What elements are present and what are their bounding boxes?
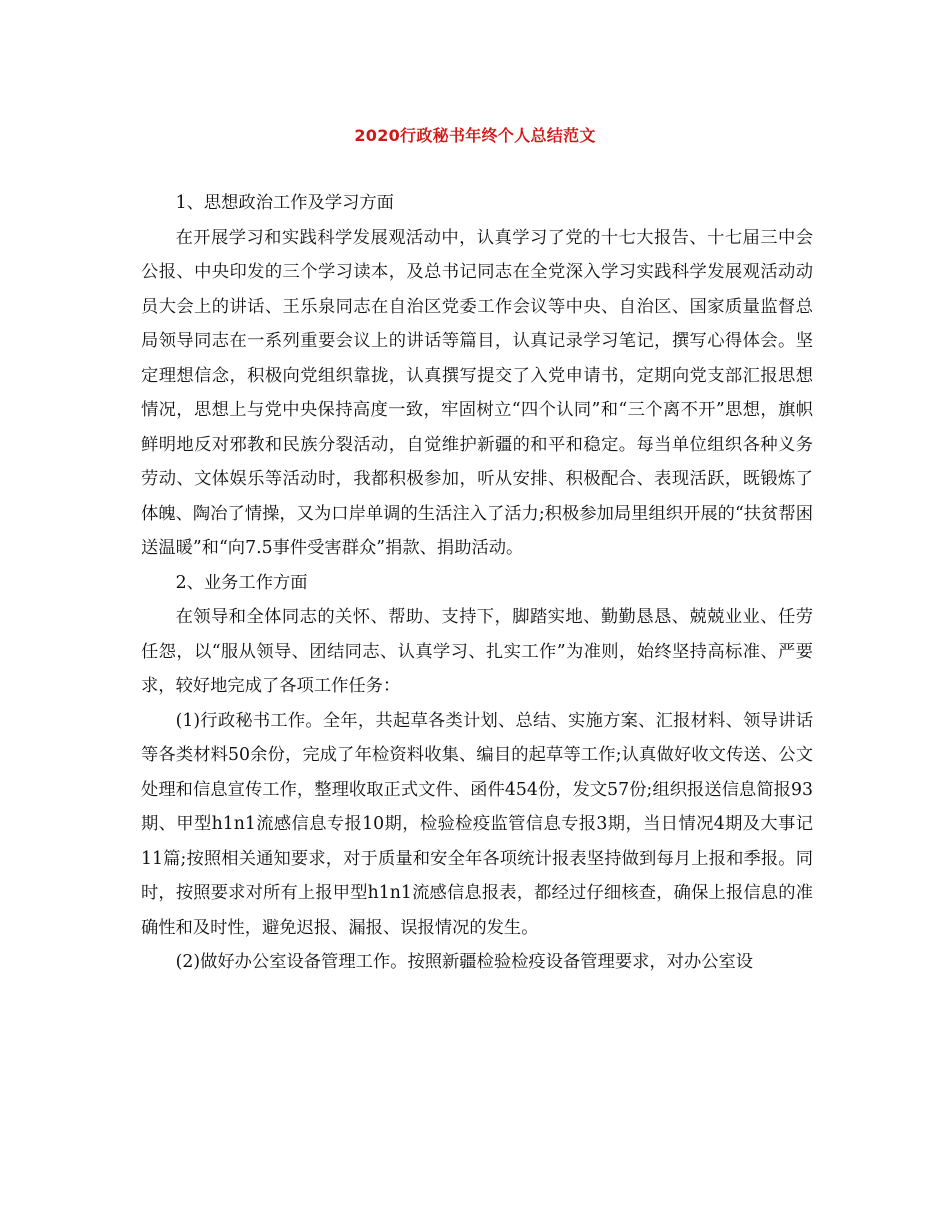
section-heading-thought-politics: 1、思想政治工作及学习方面 [175,193,394,213]
document-title: 2020行政秘书年终个人总结范文 [354,126,596,145]
paragraph-office-equipment: (2)做好办公室设备管理工作。按照新疆检验检疫设备管理要求，对办公室设 [175,952,754,972]
paragraph-business-intro: 在领导和全体同志的关怀、帮助、支持下，脚踏实地、勤勤恳恳、兢兢业业、任劳任怨，以“服从领导、团结同志、认真学习、扎实工作”为准则，始终坚持高标准、严要求，较好地完成了各项工作任务： [141,607,813,696]
section-heading-business-work: 2、业务工作方面 [175,572,308,593]
paragraph-admin-secretary-work: (1)行政秘书工作。全年，共起草各类计划、总结、实施方案、汇报材料、领导讲话等各类材料50余份，完成了年检资料收集、编目的起草等工作;认真做好收文传送、公文处理和信息宣传工作，整理收取正式文件、函件454份，发文57份;组织报送信息简报93期、甲型h1n1流感信息专报10期，检验检疫监管信息专报3期，当日情况4期及大事记11篇;按照相关通知要求，对于质量和安全年各项统计报表坚持做到每月上报和季报。同时，按照要求对所有上报甲型h1n1流感信息报表，都经过仔细核查，确保上报信息的准确性和及时性，避免迟报、漏报、误报情况的发生。 [141,710,813,938]
paragraph-thought-politics: 在开展学习和实践科学发展观活动中，认真学习了党的十七大报告、十七届三中会公报、中央印发的三个学习读本，及总书记同志在全党深入学习实践科学发展观活动动员大会上的讲话、王乐泉同志在自治区党委工作会议等中央、自治区、国家质量监督总局领导同志在一系列重要会议上的讲话等篇目，认真记录学习笔记，撰写心得体会。坚定理想信念，积极向党组织靠拢，认真撰写提交了入党申请书，定期向党支部汇报思想情况，思想上与党中央保持高度一致，牢固树立“四个认同”和“三个离不开”思想，旗帜鲜明地反对邪教和民族分裂活动，自觉维护新疆的和平和稳定。每当单位组织各种义务劳动、文体娱乐等活动时，我都积极参加，听从安排、积极配合、表现活跃，既锻炼了体魄、陶冶了情操，又为口岸单调的生活注入了活力;积极参加局里组织开展的“扶贫帮困送温暖”和“向7.5事件受害群众”捐款、捐助活动。 [141,227,813,558]
document-body [141,186,813,980]
